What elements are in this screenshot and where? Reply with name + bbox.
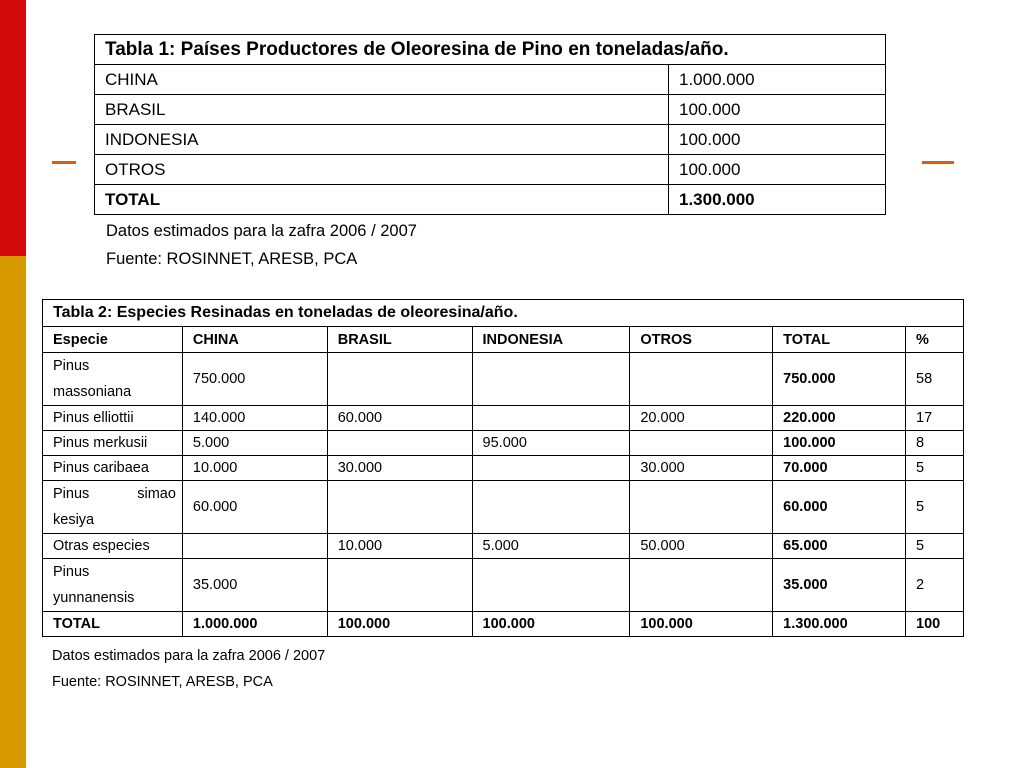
percent-cell: 5 [906,481,964,534]
table2-note-source: Fuente: ROSINNET, ARESB, PCA [52,674,273,690]
table-row [43,353,964,406]
table-row [43,456,964,481]
total-cell: 65.000 [773,534,906,559]
total-china: 1.000.000 [182,612,327,637]
table-row [95,95,886,125]
total-otros: 100.000 [630,612,773,637]
total-brasil: 100.000 [327,612,472,637]
especie-word: Pinus [53,486,90,502]
table-row [43,431,964,456]
indonesia-cell: 95.000 [472,431,630,456]
side-bar-gold-segment-upper [0,256,26,512]
table-producing-countries [94,34,886,215]
percent-cell: 5 [906,534,964,559]
total-indonesia: 100.000 [472,612,630,637]
especie-line: Pinus [53,358,90,374]
percent-cell: 58 [906,353,964,406]
header-otros: OTROS [630,327,773,353]
total-cell: 70.000 [773,456,906,481]
otros-cell: 30.000 [630,456,773,481]
table-species [42,299,964,637]
table-header-row [43,327,964,353]
otros-cell: 20.000 [630,406,773,431]
value-cell: 100.000 [669,125,886,155]
total-value: 1.300.000 [669,185,886,215]
especie-line: yunnanensis [53,590,135,606]
percent-cell: 8 [906,431,964,456]
side-color-bar [0,0,26,768]
side-bar-red-segment [0,0,26,256]
total-label: TOTAL [43,612,183,637]
china-cell: 5.000 [182,431,327,456]
brasil-cell [327,481,472,534]
indonesia-cell [472,559,630,612]
total-total: 1.300.000 [773,612,906,637]
total-cell: 100.000 [773,431,906,456]
especie-cell [43,481,183,534]
indonesia-cell [472,456,630,481]
indonesia-cell [472,481,630,534]
side-bar-gold-segment-lower [0,512,26,768]
country-cell: BRASIL [95,95,669,125]
brasil-cell [327,431,472,456]
especie-cell [43,559,183,612]
especie-line: massoniana [53,384,132,400]
otros-cell: 50.000 [630,534,773,559]
brasil-cell: 10.000 [327,534,472,559]
header-china: CHINA [182,327,327,353]
table1-title: Tabla 1: Países Productores de Oleoresina de Pino en toneladas/año. [95,35,886,65]
table1-note-estimate: Datos estimados para la zafra 2006 / 2007 [106,222,417,240]
brasil-cell [327,353,472,406]
otros-cell [630,559,773,612]
especie-cell [43,353,183,406]
value-cell: 100.000 [669,95,886,125]
china-cell: 60.000 [182,481,327,534]
header-total: TOTAL [773,327,906,353]
value-cell: 100.000 [669,155,886,185]
table-row [43,481,964,534]
header-especie: Especie [43,327,183,353]
indonesia-cell [472,353,630,406]
especie-line: kesiya [53,512,95,528]
especie-cell: Pinus merkusii [43,431,183,456]
china-cell: 750.000 [182,353,327,406]
percent-cell: 5 [906,456,964,481]
total-percent: 100 [906,612,964,637]
table-row [43,559,964,612]
especie-cell: Pinus caribaea [43,456,183,481]
country-cell: INDONESIA [95,125,669,155]
percent-cell: 2 [906,559,964,612]
table-row [43,406,964,431]
table1-note-source: Fuente: ROSINNET, ARESB, PCA [106,250,358,268]
total-cell: 60.000 [773,481,906,534]
value-cell: 1.000.000 [669,65,886,95]
brasil-cell [327,559,472,612]
right-orange-dash [922,161,954,164]
table-total-row [95,185,886,215]
header-brasil: BRASIL [327,327,472,353]
especie-word: simao [137,486,176,502]
otros-cell [630,431,773,456]
table-row [95,155,886,185]
table-total-row [43,612,964,637]
especie-cell: Otras especies [43,534,183,559]
total-cell: 220.000 [773,406,906,431]
china-cell: 10.000 [182,456,327,481]
otros-cell [630,481,773,534]
indonesia-cell: 5.000 [472,534,630,559]
table-row [95,125,886,155]
country-cell: CHINA [95,65,669,95]
indonesia-cell [472,406,630,431]
otros-cell [630,353,773,406]
total-cell: 35.000 [773,559,906,612]
especie-line [53,481,176,507]
china-cell [182,534,327,559]
header-percent: % [906,327,964,353]
especie-line: Pinus [53,564,90,580]
left-orange-dash [52,161,76,164]
total-label: TOTAL [95,185,669,215]
china-cell: 35.000 [182,559,327,612]
table2-note-estimate: Datos estimados para la zafra 2006 / 2007 [52,648,326,664]
total-cell: 750.000 [773,353,906,406]
especie-cell: Pinus elliottii [43,406,183,431]
table-row [95,65,886,95]
table2-title: Tabla 2: Especies Resinadas en toneladas de oleoresina/año. [43,300,964,327]
country-cell: OTROS [95,155,669,185]
table-row [43,534,964,559]
percent-cell: 17 [906,406,964,431]
china-cell: 140.000 [182,406,327,431]
brasil-cell: 60.000 [327,406,472,431]
header-indonesia: INDONESIA [472,327,630,353]
brasil-cell: 30.000 [327,456,472,481]
